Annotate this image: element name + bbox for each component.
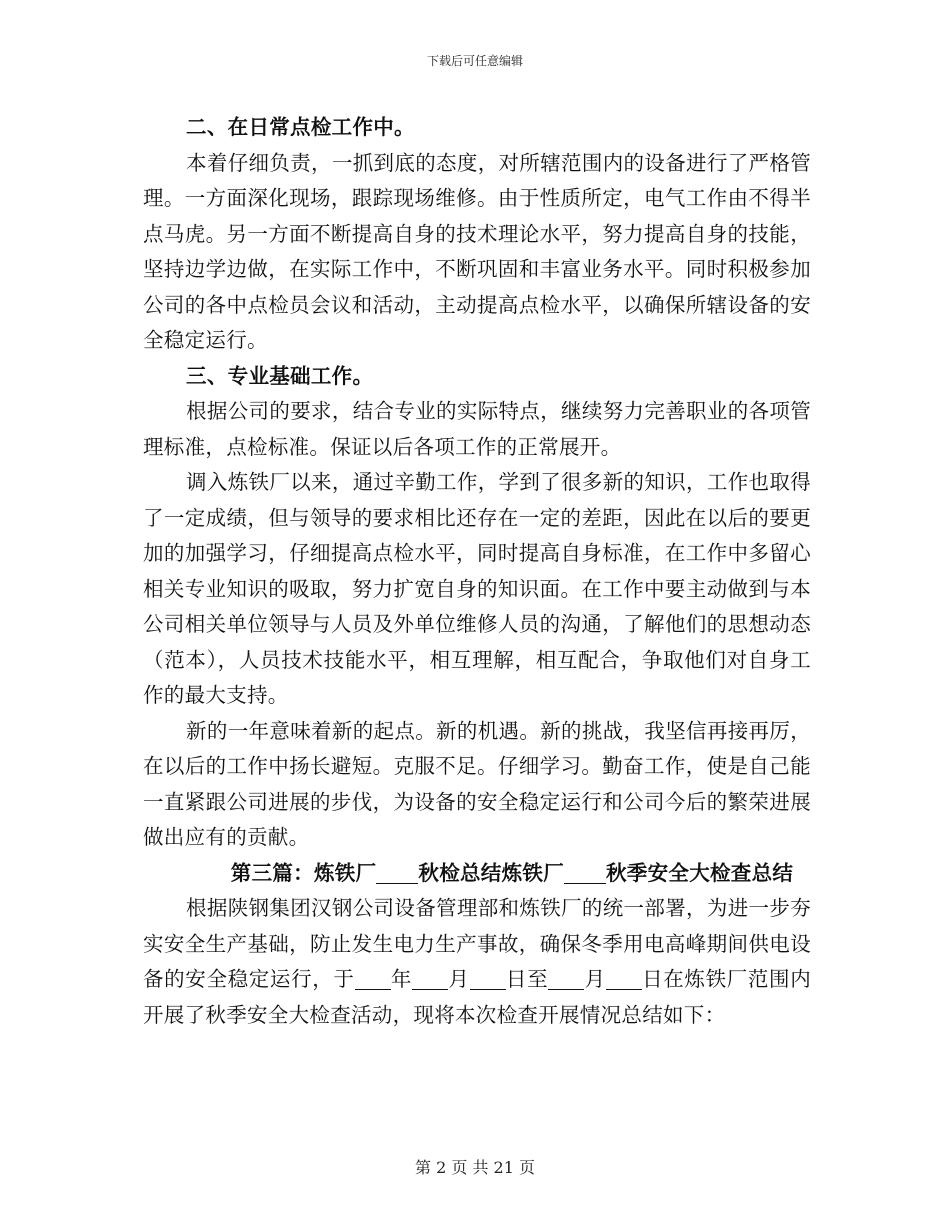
paragraph-text: 日在炼铁厂范围内开展了秋季安全大检查活动，现将本次检查开展情况总结如下： xyxy=(143,967,811,1027)
page-header: 下载后可任意编辑 xyxy=(426,54,523,68)
fill-blank xyxy=(376,862,418,884)
paragraph: 本着仔细负责，一抓到底的态度，对所辖范围内的设备进行了严格管理。一方面深化现场，跟踪现场维修。由于性质所定，电气工作由不得半点马虎。另一方面不断提高自身的技术理论水平，努力提高自身的技能，坚持边学边做，在实际工作中，不断巩固和丰富业务水平。同时积极参加公司的各中点检员会议和活动，主动提高点检水平，以确保所辖设备的安全稳定运行。 xyxy=(143,150,811,352)
document-body xyxy=(143,110,811,1033)
section-heading-2: 二、在日常点检工作中。 xyxy=(186,115,415,139)
fill-blank xyxy=(355,969,391,991)
fill-blank xyxy=(470,969,506,991)
paragraph: 新的一年意味着新的起点。新的机遇。新的挑战，我坚信再接再厉，在以后的工作中扬长避短。克服不足。仔细学习。勤奋工作，使是自己能一直紧跟公司进展的步伐，为设备的安全稳定运行和公司今后的繁荣进展做出应有的贡献。 xyxy=(143,718,811,849)
date-word: 月 xyxy=(448,967,470,991)
article-title-part: 第三篇：炼铁厂 xyxy=(230,860,377,885)
fill-blank xyxy=(548,969,584,991)
article-title-part: 秋检总结炼铁厂 xyxy=(418,860,564,885)
fill-blank xyxy=(412,969,448,991)
date-word: 月 xyxy=(584,967,606,991)
paragraph xyxy=(143,891,811,1033)
page-footer: 第 2 页 共 21 页 xyxy=(415,1158,535,1177)
fill-blank xyxy=(606,969,642,991)
fill-blank xyxy=(564,862,606,884)
date-word: 日至 xyxy=(505,967,549,991)
paragraph: 调入炼铁厂以来，通过辛勤工作，学到了很多新的知识，工作也取得了一定成绩，但与领导的要求相比还存在一定的差距，因此在以后的要更加的加强学习，仔细提高点检水平，同时提高自身标准，在工作中多留心相关专业知识的吸取，努力扩宽自身的知识面。在工作中要主动做到与本公司相关单位领导与人员及外单位维修人员的沟通，了解他们的思想动态（范本），人员技术技能水平，相互理解，相互配合，争取他们对自身工作的最大支持。 xyxy=(143,470,811,707)
paragraph-text: 根据陕钢集团汉钢公司设备管理部和炼铁厂的统一部署，为进一步夯实安全生产基础，防止发生电力生产事故，确保冬季用电高峰期间供电设备的安全稳定运行，于 xyxy=(143,896,811,991)
date-word: 年 xyxy=(390,967,413,991)
article-title-part: 秋季安全大检查总结 xyxy=(606,860,794,885)
article-title xyxy=(143,856,811,892)
paragraph: 根据公司的要求，结合专业的实际特点，继续努力完善职业的各项管理标准，点检标准。保证以后各项工作的正常展开。 xyxy=(143,399,811,459)
section-heading-3: 三、专业基础工作。 xyxy=(186,363,374,388)
